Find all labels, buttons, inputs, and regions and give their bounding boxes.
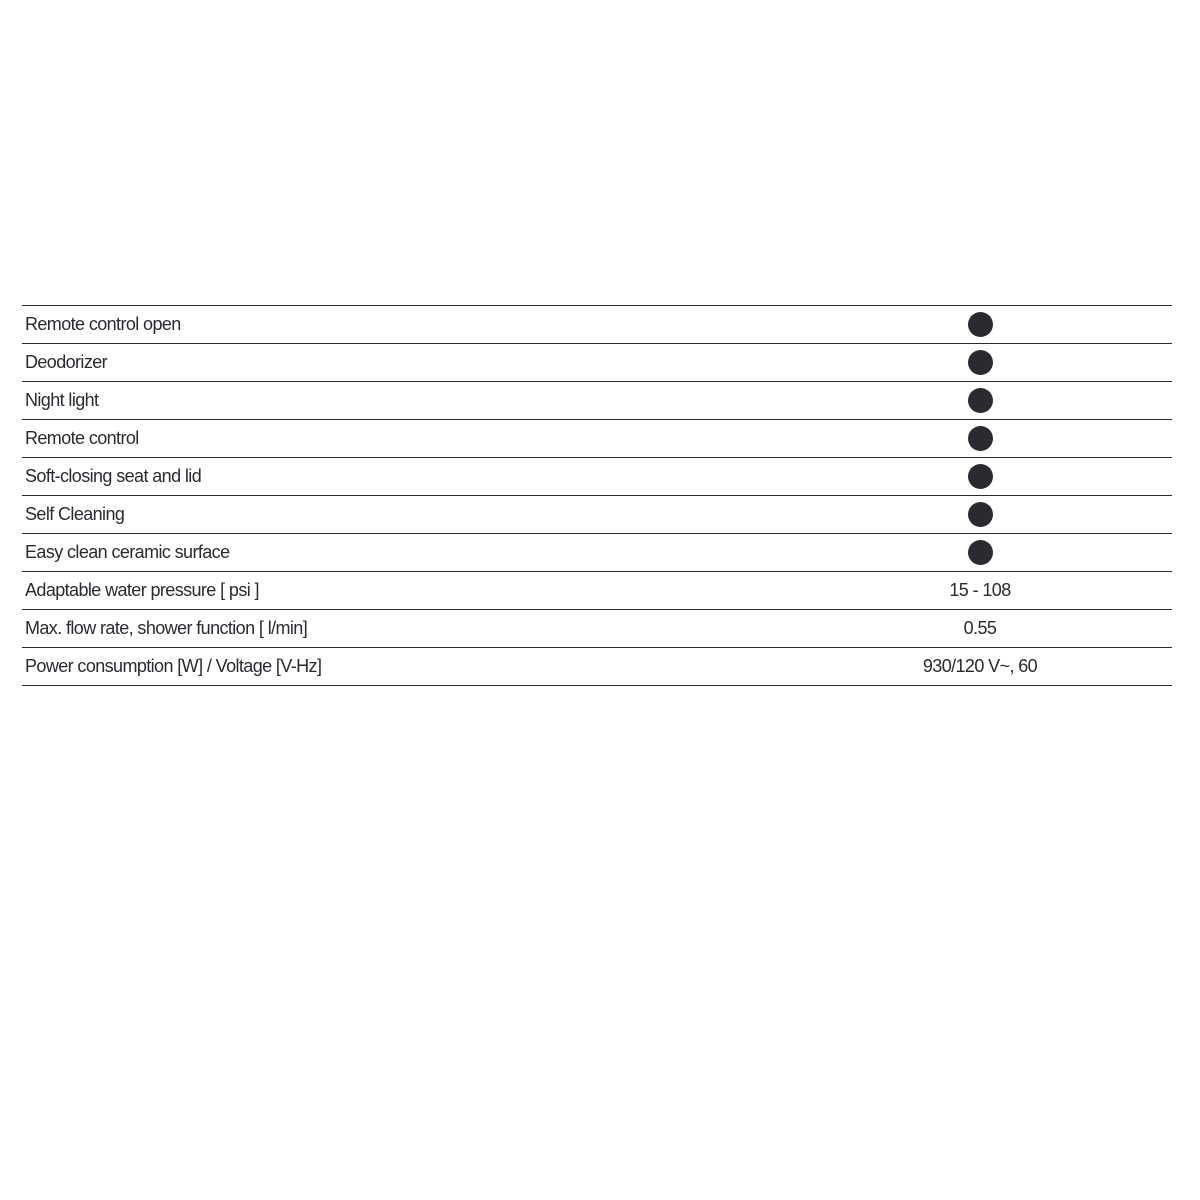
spec-row <box>22 610 1172 648</box>
dot-icon <box>968 426 993 451</box>
dot-icon <box>968 464 993 489</box>
spec-value: 0.55 <box>963 618 997 638</box>
dot-icon <box>968 502 993 527</box>
spec-label: Adaptable water pressure [ psi ] <box>25 580 259 600</box>
spec-label: Easy clean ceramic surface <box>25 542 230 562</box>
dot-icon <box>968 350 993 375</box>
spec-value <box>880 496 1080 533</box>
spec-value <box>880 306 1080 343</box>
spec-value: 15 - 108 <box>949 580 1011 600</box>
spec-value <box>880 458 1080 495</box>
spec-row <box>22 344 1172 382</box>
spec-label: Night light <box>25 390 99 410</box>
spec-row <box>22 382 1172 420</box>
spec-label: Remote control open <box>25 314 181 334</box>
spec-row <box>22 648 1172 686</box>
spec-row <box>22 458 1172 496</box>
dot-icon <box>968 312 993 337</box>
spec-label: Remote control <box>25 428 139 448</box>
spec-row <box>22 420 1172 458</box>
spec-row <box>22 572 1172 610</box>
spec-label: Max. flow rate, shower function [ l/min] <box>25 618 308 638</box>
spec-value: 930/120 V~, 60 <box>922 656 1038 676</box>
spec-value <box>880 344 1080 381</box>
spec-label: Self Cleaning <box>25 504 125 524</box>
spec-table <box>22 305 1172 686</box>
spec-value <box>880 420 1080 457</box>
spec-label: Deodorizer <box>25 352 108 372</box>
dot-icon <box>968 540 993 565</box>
spec-value <box>880 382 1080 419</box>
spec-row <box>22 534 1172 572</box>
spec-label: Soft-closing seat and lid <box>25 466 202 486</box>
spec-row <box>22 306 1172 344</box>
dot-icon <box>968 388 993 413</box>
spec-label: Power consumption [W] / Voltage [V-Hz] <box>25 656 322 676</box>
spec-row <box>22 496 1172 534</box>
spec-value <box>880 534 1080 571</box>
